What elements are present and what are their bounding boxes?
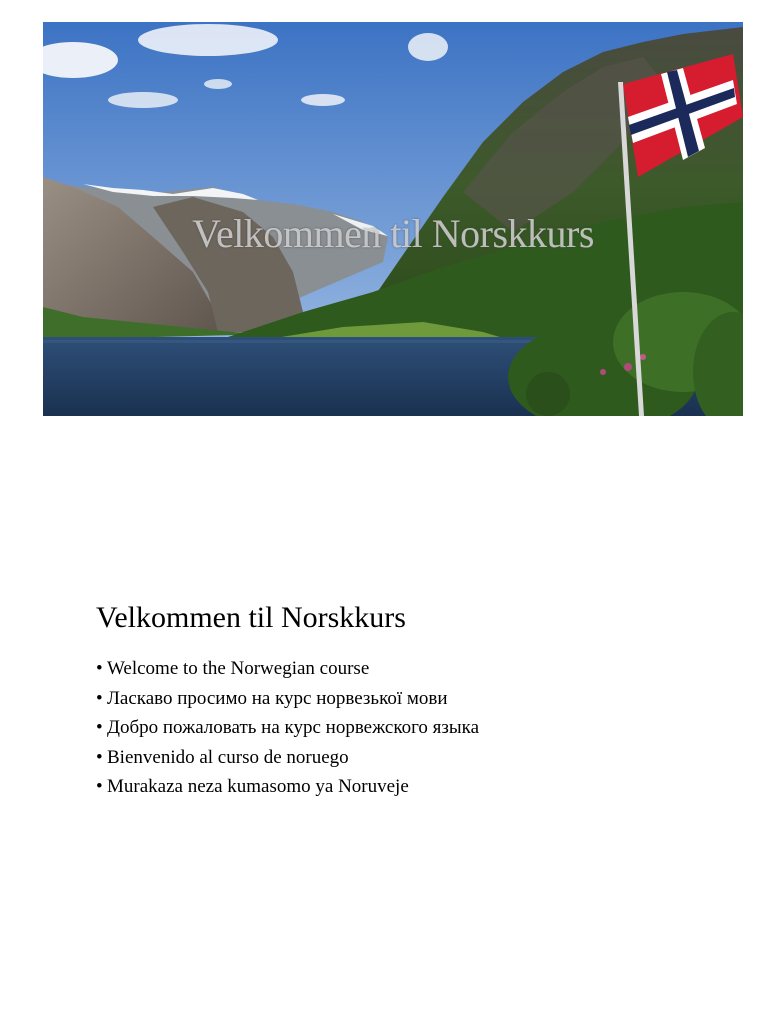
- title-slide-heading: Velkommen til Norskkurs: [192, 211, 594, 256]
- list-item: • Murakaza neza kumasomo ya Noruveje: [96, 776, 409, 797]
- list-item: • Добро пожаловать на курс норвежского языка: [96, 717, 480, 738]
- title-slide-image: [43, 22, 743, 416]
- list-item: • Bienvenido al curso de noruego: [96, 746, 349, 768]
- content-slide-title: Velkommen til Norskkurs: [96, 601, 406, 634]
- content-slide: [96, 600, 716, 802]
- list-item: • Welcome to the Norwegian course: [96, 658, 370, 679]
- welcome-list: [96, 654, 716, 802]
- list-item: • Ласкаво просимо на курс норвезької мови: [96, 687, 448, 709]
